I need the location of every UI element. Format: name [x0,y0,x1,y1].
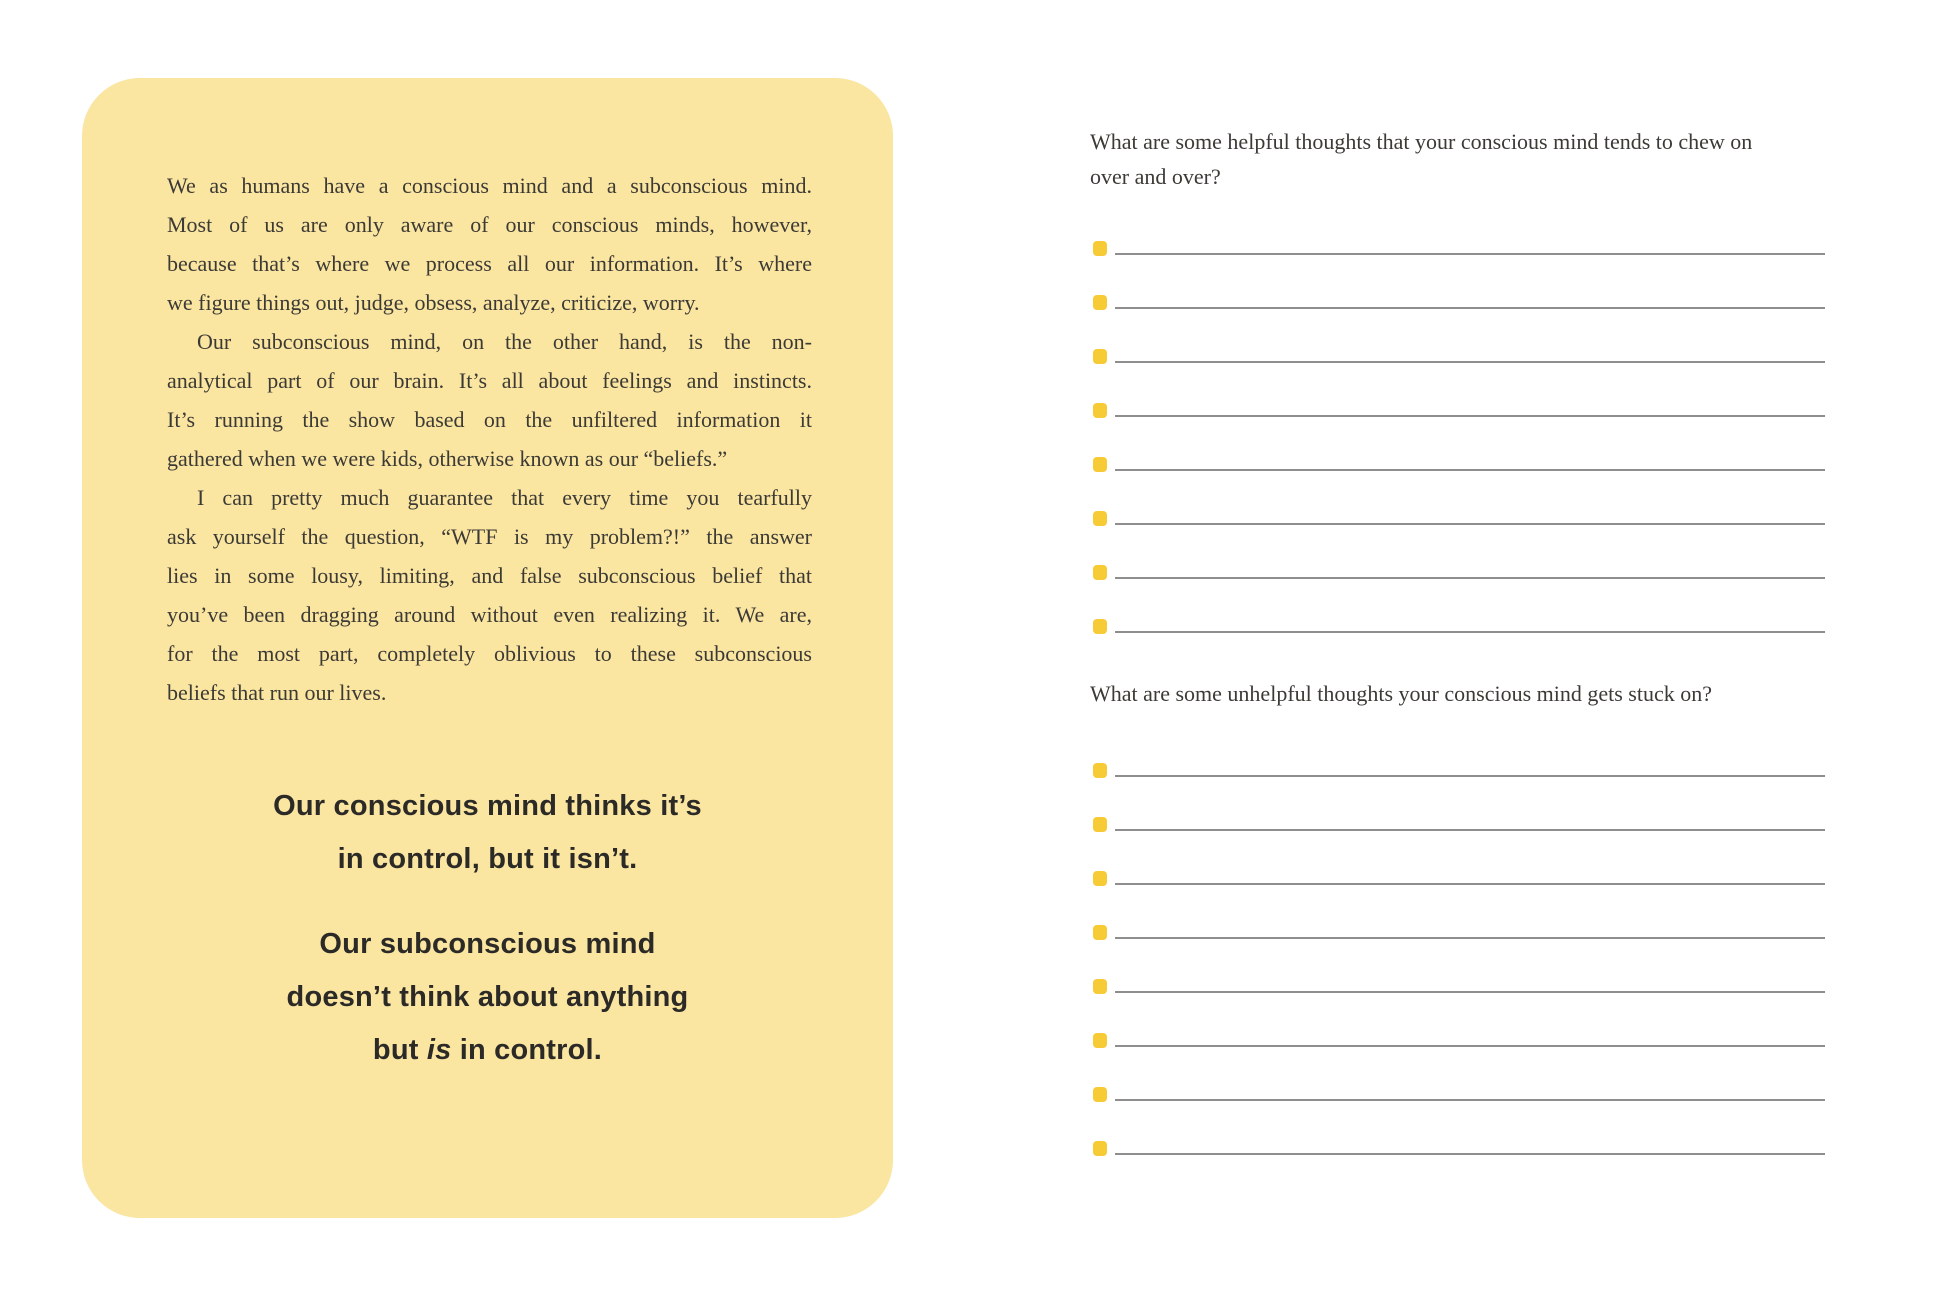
answer-line[interactable] [1115,991,1825,993]
answer-line[interactable] [1115,883,1825,885]
quote-line: in control, but it isn’t. [337,843,638,875]
body-text-line: Most of us are only aware of our conscious minds, however, [167,212,812,237]
bullet-square-icon [1093,403,1107,418]
bullet-square-icon [1093,1033,1107,1048]
answer-line[interactable] [1115,577,1825,579]
pull-quote-1 [82,780,893,886]
pull-quote-2 [82,918,893,1077]
body-text-line: for the most part, completely oblivious to these subconscious [167,641,812,666]
answer-row [1093,994,1825,1048]
answer-row [1093,202,1825,256]
answer-row [1093,580,1825,634]
body-text-line: beliefs that run our lives. [167,680,387,705]
bullet-square-icon [1093,925,1107,940]
quote-line: Our subconscious mind [319,928,656,960]
answer-row [1093,724,1825,778]
answer-line[interactable] [1115,1045,1825,1047]
bullet-square-icon [1093,565,1107,580]
answer-row [1093,886,1825,940]
bullet-square-icon [1093,511,1107,526]
answer-list-2 [1093,724,1825,1156]
body-text-line: I can pretty much guarantee that every time you tearfully [197,485,812,510]
answer-row [1093,418,1825,472]
answer-line[interactable] [1115,307,1825,309]
bullet-square-icon [1093,763,1107,778]
question-1 [1090,124,1752,194]
body-text [167,166,812,712]
answer-line[interactable] [1115,469,1825,471]
body-text-line: gathered when we were kids, otherwise known as our “beliefs.” [167,446,728,471]
answer-line[interactable] [1115,361,1825,363]
body-text-line: analytical part of our brain. It’s all about feelings and instincts. [167,368,812,393]
answer-row [1093,940,1825,994]
answer-row [1093,364,1825,418]
bullet-square-icon [1093,619,1107,634]
left-page-card [82,78,893,1218]
answer-row [1093,778,1825,832]
quote-line: doesn’t think about anything [286,981,689,1013]
answer-line[interactable] [1115,253,1825,255]
answer-row [1093,1048,1825,1102]
bullet-square-icon [1093,241,1107,256]
question-text: What are some helpful thoughts that your conscious mind tends to chew on [1090,129,1753,154]
answer-row [1093,526,1825,580]
body-text-line: we figure things out, judge, obsess, analyze, criticize, worry. [167,290,700,315]
answer-line[interactable] [1115,1153,1825,1155]
body-text-line: It’s running the show based on the unfiltered information it [167,407,812,432]
question-2 [1090,676,1712,711]
bullet-square-icon [1093,1141,1107,1156]
body-text-line: you’ve been dragging around without even realizing it. We are, [167,602,812,627]
quote-line: but is in control. [372,1034,603,1066]
body-text-line: We as humans have a conscious mind and a subconscious mind. [167,173,812,198]
answer-row [1093,832,1825,886]
answer-line[interactable] [1115,937,1825,939]
answer-row [1093,472,1825,526]
body-text-line: ask yourself the question, “WTF is my problem?!” the answer [167,524,812,549]
answer-line[interactable] [1115,631,1825,633]
bullet-square-icon [1093,1087,1107,1102]
bullet-square-icon [1093,457,1107,472]
answer-list-1 [1093,202,1825,634]
answer-line[interactable] [1115,523,1825,525]
answer-row [1093,256,1825,310]
answer-line[interactable] [1115,829,1825,831]
answer-line[interactable] [1115,1099,1825,1101]
question-text: over and over? [1090,164,1221,189]
answer-line[interactable] [1115,415,1825,417]
body-text-line: because that’s where we process all our information. It’s where [167,251,812,276]
answer-row [1093,310,1825,364]
bullet-square-icon [1093,349,1107,364]
question-text: What are some unhelpful thoughts your conscious mind gets stuck on? [1090,681,1712,706]
bullet-square-icon [1093,295,1107,310]
bullet-square-icon [1093,817,1107,832]
body-text-line: Our subconscious mind, on the other hand, is the non- [197,329,812,354]
answer-line[interactable] [1115,775,1825,777]
answer-row [1093,1102,1825,1156]
bullet-square-icon [1093,871,1107,886]
bullet-square-icon [1093,979,1107,994]
quote-line: Our conscious mind thinks it’s [273,790,702,822]
body-text-line: lies in some lousy, limiting, and false subconscious belief that [167,563,812,588]
